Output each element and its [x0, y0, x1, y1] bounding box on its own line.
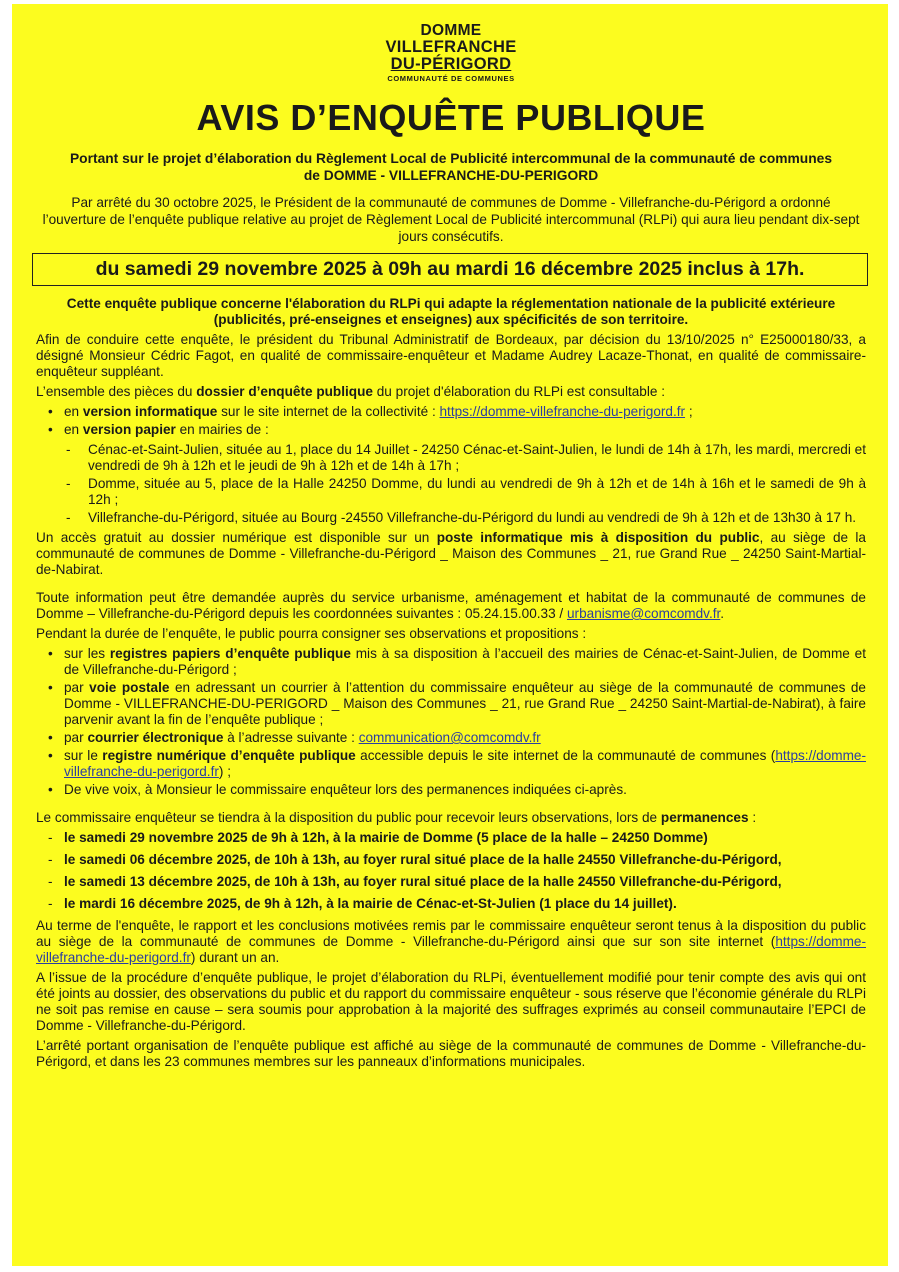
perm-intro-c: :: [748, 810, 757, 825]
logo: [36, 22, 866, 84]
permanence-item: - le samedi 06 décembre 2025, de 10h à 13h, au foyer rural situé place de la halle 24550 Villefranche-du-Périgord,: [36, 852, 866, 868]
observations-intro: Pendant la durée de l’enquête, le public pourra consigner ses observations et propositions :: [36, 626, 587, 641]
list-item: [36, 422, 866, 438]
web-b: version informatique: [82, 404, 218, 419]
web-a: en: [64, 404, 83, 419]
email-a: par: [64, 730, 88, 745]
conclusion-link[interactable]: https://domme-villefranche-du-perigord.fr: [36, 934, 866, 965]
registre-a: sur les: [64, 646, 110, 661]
list-item: • De vive voix, à Monsieur le commissaire enquêteur lors des permanences indiquées ci-après.: [36, 782, 866, 798]
list-item: [36, 646, 866, 678]
permanences-intro: [36, 810, 866, 826]
perm-intro-a: Le commissaire enquêteur se tiendra à la disposition du public pour recevoir leurs observations, lors de: [36, 810, 661, 825]
observations-list: [36, 646, 866, 798]
info-a: Toute information peut être demandée auprès du service urbanisme, aménagement et habitat de la communauté de communes de Domme – Villefranche-du-Périgord depuis les coordonnées suivantes : 05.24.15.00.33 /: [36, 590, 866, 621]
web-c: sur le site internet de la collectivité :: [217, 404, 440, 419]
page-title: AVIS D’ENQUÊTE PUBLIQUE: [196, 97, 706, 138]
dossier-intro-b: dossier d’enquête publique: [196, 384, 373, 399]
logo-line-2: VILLEFRANCHE: [385, 38, 517, 56]
paper-b: version papier: [82, 422, 176, 437]
notice-page: [12, 4, 888, 1266]
list-item: [36, 680, 866, 728]
registre-numerique-link[interactable]: https://domme-villefranche-du-perigord.fr: [64, 748, 866, 779]
num-c: accessible depuis le site internet de la communauté de communes (: [355, 748, 776, 763]
purpose-paragraph: Cette enquête publique concerne l'élaboration du RLPi qui adapte la réglementation nationale de la publicité extérieure (publicités, pré-enseignes et enseignes) aux spécificités de son territoire.: [66, 296, 836, 327]
access-c: , au siège de la communauté de communes de Domme - Villefranche-du-Périgord _ Maison des Communes _ 21, rue Grand Rue _ 24250 Saint-Martial-de-Nabirat.: [36, 530, 866, 577]
paper-a: en: [64, 422, 83, 437]
logo-line-4: COMMUNAUTÉ DE COMMUNES: [387, 74, 515, 83]
info-b: .: [720, 606, 725, 621]
list-item: [36, 730, 866, 746]
enquiry-dates-box: du samedi 29 novembre 2025 à 09h au mardi 16 décembre 2025 inclus à 17h.: [32, 253, 868, 286]
urbanisme-email-link[interactable]: urbanisme@comcomdv.fr: [566, 606, 721, 621]
dossier-list: [36, 404, 866, 438]
commissioner-paragraph: Afin de conduire cette enquête, le président du Tribunal Administratif de Bordeaux, par décision du 13/10/2025 n° E25000180/33, a désigné Monsieur Cédric Fagot, en qualité de commissaire-enquêteur et Madame Audrey Lacaze-Thonat, en qualité de commissaire-enquêteur suppléant.: [36, 332, 866, 379]
mairie-item: - Domme, située au 5, place de la Halle 24250 Domme, du lundi au vendredi de 9h à 12h et de 14h à 16h et le samedi de 9h à 12h ;: [36, 476, 866, 508]
intro-paragraph: Par arrêté du 30 octobre 2025, le Président de la communauté de communes de Domme - Villefranche-du-Périgord a ordonné l’ouverture de l’enquête publique relative au projet de Règlement Local de Publicité intercommunal (RLPi) qui aura lieu pendant dix-sept jours consécutifs.: [42, 195, 860, 244]
conclusion-b: ) durant un an.: [190, 950, 280, 965]
website-link[interactable]: https://domme-villefranche-du-perigord.fr: [439, 404, 686, 419]
list-item: [36, 748, 866, 780]
posting-paragraph: L’arrêté portant organisation de l’enquête publique est affiché au siège de la communauté de communes de Domme - Villefranche-du-Périgord, et dans les 23 communes membres sur les panneaux d’informations municipales.: [36, 1038, 866, 1069]
permanence-item: - le samedi 29 novembre 2025 de 9h à 12h, à la mairie de Domme (5 place de la halle – 24250 Domme): [36, 830, 866, 846]
dossier-intro-c: du projet d'élaboration du RLPi est consultable :: [372, 384, 665, 399]
mairies-list: [36, 442, 866, 526]
perm-intro-b: permanences: [660, 810, 749, 825]
mairie-item: - Cénac-et-Saint-Julien, située au 1, place du 14 Juillet - 24250 Cénac-et-Saint-Julien, le lundi de 14h à 17h, les mardi, mercredi et vendredi de 9h à 12h et le jeudi de 9h à 12h et de 14h à 17h ;: [36, 442, 866, 474]
access-a: Un accès gratuit au dossier numérique est disponible sur un: [36, 530, 437, 545]
dossier-intro-a: L’ensemble des pièces du: [36, 384, 197, 399]
list-item: [36, 404, 866, 420]
registre-c: mis à sa disposition à l’accueil des mairies de Cénac-et-Saint-Julien, de Domme et de Villefranche-du-Périgord ;: [64, 646, 866, 677]
conclusion-a: Au terme de l'enquête, le rapport et les conclusions motivées remis par le commissaire enquêteur seront tenus à la disposition du public au siège de la communauté de communes de Domme - Villefranche-du-Périgord ainsi que sur son site internet (: [36, 918, 866, 949]
logo-line-1: DOMME: [420, 22, 482, 39]
access-paragraph: [36, 530, 866, 578]
permanence-item: - le samedi 13 décembre 2025, de 10h à 13h, au foyer rural situé place de la halle 24550 Villefranche-du-Périgord,: [36, 874, 866, 890]
email-b: courrier électronique: [87, 730, 224, 745]
paper-c: en mairies de :: [175, 422, 269, 437]
logo-line-3: DU-PÉRIGORD: [390, 55, 512, 73]
num-b: registre numérique d’enquête publique: [102, 748, 356, 763]
subtitle: Portant sur le projet d’élaboration du Règlement Local de Publicité intercommunal de la communauté de communes de DOMME - VILLEFRANCHE-DU-PERIGORD: [69, 151, 833, 183]
approval-paragraph: A l’issue de la procédure d’enquête publique, le projet d’élaboration du RLPi, éventuellement modifié pour tenir compte des avis qui ont été joints au dossier, des observations du public et du rapport du commissaire enquêteur - sous réserve que l’économie générale du RLPi ne soit pas remise en cause – sera soumis pour approbation à la majorité des suffrages exprimés au conseil communautaire l’EPCI de Domme - Villefranche-du-Périgord.: [36, 970, 866, 1033]
info-paragraph: [36, 590, 866, 622]
postale-a: par: [64, 680, 90, 695]
dossier-intro: [36, 384, 866, 400]
registre-b: registres papiers d’enquête publique: [109, 646, 351, 661]
num-a: sur le: [64, 748, 103, 763]
communication-email-link[interactable]: communication@comcomdv.fr: [358, 730, 541, 745]
num-d: ) ;: [218, 764, 231, 779]
postale-b: voie postale: [89, 680, 170, 695]
web-d: ;: [685, 404, 693, 419]
postale-c: en adressant un courrier à l’attention du commissaire enquêteur au siège de la communauté de communes de Domme - VILLEFRANCHE-DU-PERIGORD _ Maison des Communes _ 21, rue Grand Rue _ 24250 Saint-Martial-de-Nabirat), à faire parvenir avant la fin de l’enquête publique ;: [64, 680, 866, 727]
email-c: à l’adresse suivante :: [223, 730, 359, 745]
access-b: poste informatique mis à disposition du public: [436, 530, 760, 545]
permanence-item: - le mardi 16 décembre 2025, de 9h à 12h, à la mairie de Cénac-et-St-Julien (1 place du 14 juillet).: [36, 896, 866, 912]
permanences-list: [36, 830, 866, 912]
mairie-item: - Villefranche-du-Périgord, située au Bourg -24550 Villefranche-du-Périgord du lundi au vendredi de 9h à 12h et de 13h30 à 17 h.: [36, 510, 866, 526]
conclusion-paragraph: [36, 918, 866, 966]
